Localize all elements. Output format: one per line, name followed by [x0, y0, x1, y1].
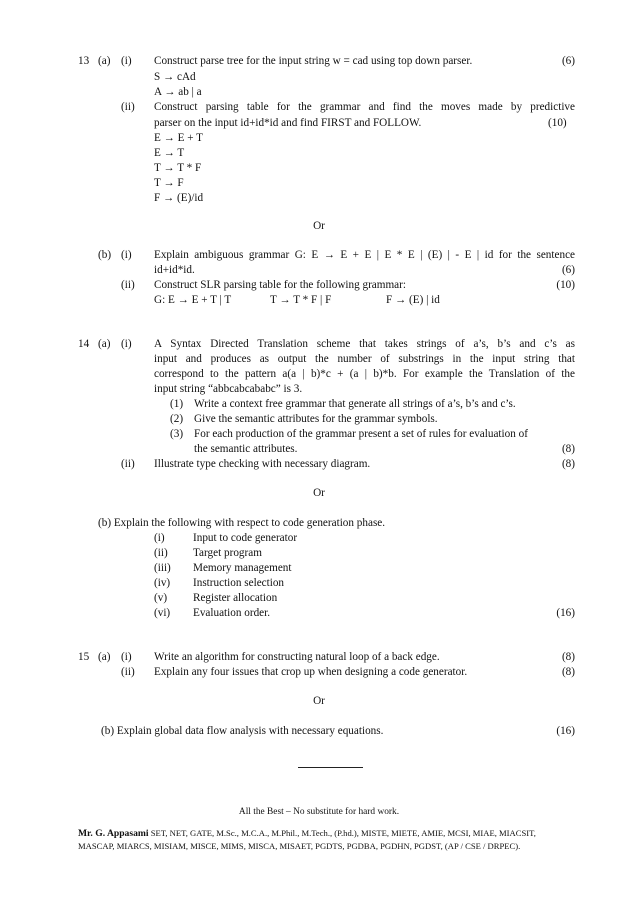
q14-b-text: (b) Explain the following with respect to code generation phase. — [98, 517, 386, 529]
q14-a-i-marks: (8) — [561, 443, 575, 455]
item-number: (iii) — [154, 562, 171, 574]
q13-a-ii-line1: Construct parsing table for the grammar and find the moves made by predictive — [154, 101, 575, 113]
item-text: Target program — [193, 547, 262, 559]
item-number: (ii) — [154, 547, 168, 559]
q13-b-ii-marks: (10) — [556, 279, 575, 291]
item-text: Evaluation order. — [193, 607, 271, 619]
end-rule — [298, 767, 363, 768]
question-number-14: 14 — [78, 338, 90, 350]
q13-b-i-line1: Explain ambiguous grammar G: E → E + E | E * E | (E) | - E | id for the sentence — [154, 249, 575, 261]
subpart-ii-label: (ii) — [121, 101, 135, 113]
subpart-ii-label: (ii) — [121, 458, 135, 470]
part-text-continued: the semantic attributes. — [194, 443, 298, 455]
subpart-i-label: (i) — [121, 651, 132, 663]
grammar-line: A → ab | a — [154, 86, 202, 98]
subpart-i-label: (i) — [121, 249, 132, 261]
subpart-i-label: (i) — [121, 338, 132, 350]
q13-b-i-marks: (6) — [561, 264, 575, 276]
part-text: For each production of the grammar present a set of rules for evaluation of — [194, 428, 528, 440]
item-text: Register allocation — [193, 592, 278, 604]
item-number: (i) — [154, 532, 165, 544]
q14-a-i-line: A Syntax Directed Translation scheme that takes strings of a’s, b’s and c’s as — [154, 338, 575, 350]
item-number: (v) — [154, 592, 168, 604]
grammar-line: S → cAd — [154, 71, 196, 83]
q13-a-ii-marks: (10) — [548, 117, 567, 129]
q13-b-ii-text: Construct SLR parsing table for the following grammar: — [154, 279, 406, 291]
part-b-label: (b) — [98, 249, 112, 261]
q14-a-ii-marks: (8) — [561, 458, 575, 470]
grammar-line: E → T — [154, 147, 185, 159]
part-number: (2) — [170, 413, 184, 425]
q15-a-ii-marks: (8) — [561, 666, 575, 678]
footer-credentials — [78, 827, 536, 840]
item-number: (vi) — [154, 607, 171, 619]
author-name: Mr. G. Appasami — [78, 828, 149, 839]
part-number: (1) — [170, 398, 184, 410]
q15-a-ii-text: Explain any four issues that crop up when designing a code generator. — [154, 666, 468, 678]
q15-a-i-marks: (8) — [561, 651, 575, 663]
footer-motto: All the Best – No substitute for hard work. — [238, 807, 400, 817]
subpart-ii-label: (ii) — [121, 279, 135, 291]
q14-b-marks: (16) — [556, 607, 575, 619]
credentials-line2: MASCAP, MIARCS, MISIAM, MISCE, MIMS, MISCA, MISAET, PGDTS, PGDBA, PGDHN, PGDST, (AP / CSE / DRPEC). — [78, 841, 521, 851]
grammar-line: T → T * F — [154, 162, 202, 174]
grammar-line: T → T * F | F — [270, 294, 332, 306]
q13-b-i-line2: id+id*id. — [154, 264, 195, 276]
q14-a-i-line: input string “abbcabcababc” is 3. — [154, 383, 303, 395]
question-number-13: 13 — [78, 55, 90, 67]
q13-a-i-marks: (6) — [561, 55, 575, 67]
q13-a-i-text: Construct parse tree for the input string w = cad using top down parser. — [154, 55, 473, 67]
grammar-line: T → F — [154, 177, 184, 189]
subpart-ii-label: (ii) — [121, 666, 135, 678]
part-a-label: (a) — [98, 338, 111, 350]
part-number: (3) — [170, 428, 184, 440]
grammar-line: G: E → E + T | T — [154, 294, 232, 306]
part-text: Give the semantic attributes for the grammar symbols. — [194, 413, 438, 425]
grammar-line: F → (E)/id — [154, 192, 204, 204]
credentials-line1: SET, NET, GATE, M.Sc., M.C.A., M.Phil., M.Tech., (P.hd.), MISTE, MIETE, AMIE, MCSI, MIAE, MIACSIT, — [150, 828, 536, 838]
q15-a-i-text: Write an algorithm for constructing natural loop of a back edge. — [154, 651, 440, 663]
subpart-i-label: (i) — [121, 55, 132, 67]
grammar-line: F → (E) | id — [386, 294, 440, 306]
or-separator: Or — [313, 220, 325, 232]
q15-b-text: (b) Explain global data flow analysis with necessary equations. — [101, 725, 384, 737]
q14-a-i-line: correspond to the pattern a(a | b)*c + (a | b)*b. For example the Translation of the — [154, 368, 575, 380]
q13-a-ii-line2: parser on the input id+id*id and find FIRST and FOLLOW. — [154, 117, 422, 129]
or-separator: Or — [313, 695, 325, 707]
q14-a-i-line: input and produces as output the number of substrings in the input string that — [154, 353, 575, 365]
or-separator: Or — [313, 487, 325, 499]
question-number-15: 15 — [78, 651, 90, 663]
part-text: Write a context free grammar that generate all strings of a’s, b’s and c’s. — [194, 398, 516, 410]
item-text: Memory management — [193, 562, 292, 574]
grammar-line: E → E + T — [154, 132, 203, 144]
part-a-label: (a) — [98, 55, 111, 67]
item-text: Instruction selection — [193, 577, 285, 589]
item-number: (iv) — [154, 577, 171, 589]
part-a-label: (a) — [98, 651, 111, 663]
q15-b-marks: (16) — [556, 725, 575, 737]
item-text: Input to code generator — [193, 532, 298, 544]
q14-a-ii-text: Illustrate type checking with necessary diagram. — [154, 458, 371, 470]
